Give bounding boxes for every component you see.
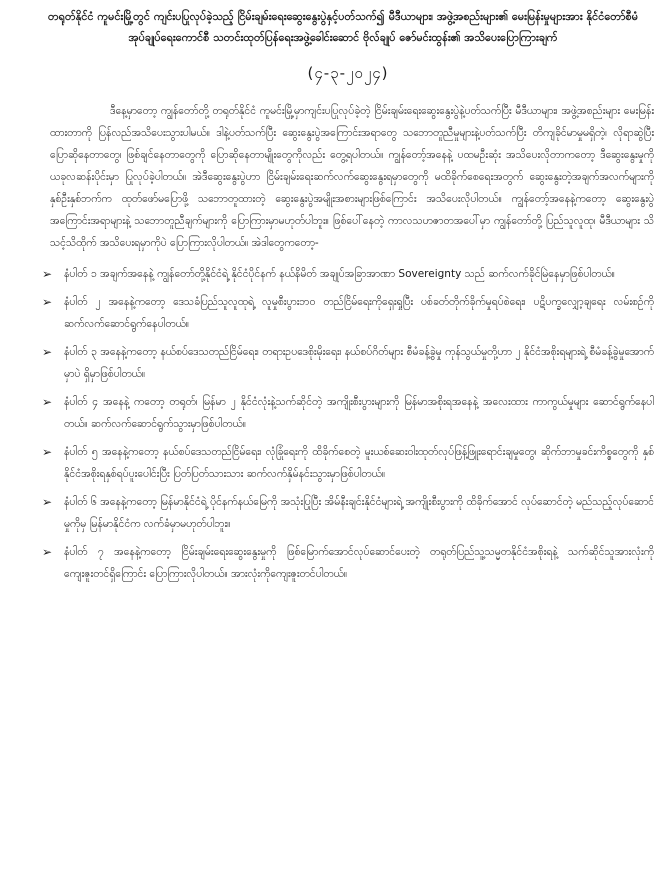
point-item-2 <box>42 291 654 335</box>
point-text: နံပါတ် ၆ အနေနဲ့ကတော့ မြန်မာနိုင်ငံရဲ့ ပိုင်နက်နယ်မြေကို အသုံးပြုပြီး အိမ်နီးချင်းနိုင်ငံများရဲ့ အကျိုးစီးပွားကို ထိခိုက်အောင် လုပ်ဆောင်တဲ့ မည်သည့်လုပ်ဆောင်မှုကိုမှ မြန်မာနိုင်ငံက လက်ခံမှာမဟုတ်ပါဘူး။ <box>64 496 654 530</box>
point-item-5 <box>42 441 654 485</box>
arrow-bullet-icon: ➢ <box>42 495 53 509</box>
point-item-1 <box>42 263 654 285</box>
arrow-bullet-icon: ➢ <box>42 295 53 309</box>
arrow-bullet-icon: ➢ <box>42 345 53 359</box>
document-title: တရုတ်နိုင်ငံ ကူမင်းမြို့တွင် ကျင်းပပြုလုပ်ခဲ့သည့် ငြိမ်းချမ်းရေးဆွေးနွေးပွဲနှင့်ပတ်သက်၍ မီဒီယာများ၊ အဖွဲ့အစည်းများ၏ မေးမြန်းမှုများအား နိုင်ငံတော်စီမံအုပ်ချုပ်ရေးကောင်စီ သတင်းထုတ်ပြန်ရေးအဖွဲ့ခေါင်းဆောင် ဗိုလ်ချုပ် ဇော်မင်းထွန်း၏ အသိပေးပြောကြားချက် <box>47 10 639 44</box>
point-text: နံပါတ် ၃ အနေနဲ့ကတော့ နယ်စပ်ဒေသတည်ငြိမ်ရေး၊ တရားဥပဒေစိုးမိုးရေး၊ နယ်စပ်ဂိတ်များ စီမံခန့်ခွဲမှု ကုန်သွယ်မှုတို့ဟာ ၂ နိုင်ငံအစိုးရများရဲ့ စီမံခန့်ခွဲမှုအောက်မှာပဲ ရှိမှာဖြစ်ပါတယ်။ <box>64 346 654 380</box>
point-item-6 <box>42 491 654 535</box>
arrow-bullet-icon: ➢ <box>42 267 53 281</box>
document-date: (၄-၃-၂၀၂၄) <box>307 64 389 82</box>
point-item-4 <box>42 391 654 435</box>
point-text: နံပါတ် ၄ အနေနဲ့ ကတော့ တရုတ်၊ မြန်မာ ၂ နိုင်ငံလုံးနဲ့သက်ဆိုင်တဲ့ အကျိုးစီးပွားများကို မြန်မာအစိုးရအနေနဲ့ အလေးထား ကာကွယ်မှုများ ဆောင်ရွက်နေပါတယ်။ ဆက်လက်ဆောင်ရွက်သွားမှာဖြစ်ပါတယ်။ <box>64 396 654 430</box>
points-list <box>42 263 654 585</box>
arrow-bullet-icon: ➢ <box>42 395 53 409</box>
point-text: နံပါတ် ၅ အနေနဲ့ကတော့ နယ်စပ်ဒေသတည်ငြိမ်ရေး၊ လုံခြုံရေးကို ထိခိုက်စေတဲ့ မူးယစ်ဆေးဝါးထုတ်လုပ်ဖြန့်ဖြူးရောင်းချမှုတွေ၊ ဆိုက်ဘာမှုခင်းကိစ္စတွေကို နှစ်နိုင်ငံအစိုးရနှစ်ရပ်ပူးပေါင်းပြီး ပြတ်ပြတ်သားသား ဆက်လက်နှိမ်နင်းသွားမှာဖြစ်ပါတယ်။ <box>64 446 654 480</box>
point-item-7 <box>42 541 654 585</box>
intro-paragraph: ဒီနေ့မှာတော့ ကျွန်တော်တို့ တရုတ်နိုင်ငံ ကူမင်းမြို့မှာကျင်းပပြုလုပ်ခဲ့တဲ့ ငြိမ်းချမ်းရေးဆွေးနွေးပွဲနဲ့ပတ်သက်ပြီး မီဒီယာများ၊ အဖွဲ့အစည်းများ မေးမြန်းထားတာကို ပြန်လည်အသိပေးသွားပါမယ်။ ဒါနဲ့ပတ်သက်ပြီး ဆွေးနွေးပွဲအကြောင်းအရာတွေ သဘောတူညီမှုများနဲ့ပတ်သက်ပြီး တိကျခိုင်မာမှုမရှိတဲ့၊ လိုရာဆွဲပြီး ပြောဆိုနေတာတွေ၊ ဖြစ်ချင်နေတာတွေကို ပြောဆိုနေတာမျိုးတွေကိုလည်း တွေ့ရပါတယ်။ ကျွန်တော့်အနေနဲ့ ပထမဦးဆုံး အသိပေးလိုတာကတော့ ဒီဆွေးနွေးမှုကို ယခုလဆန်းပိုင်းမှာ ပြုလုပ်ခဲ့ပါတယ်။ အဲဒီဆွေးနွေးပွဲဟာ ငြိမ်းချမ်းရေးဆက်လက်ဆွေးနွေးရမှာတွေကို မထိခိုက်စေရေးအတွက် ဆွေးနွေးတဲ့အချက်အလက်များကို နှစ်ဦးနှစ်ဘက်က ထုတ်ဖော်မပြောဖို့ သဘောတူထားတဲ့ ဆွေးနွေးပွဲအမျိုးအစားများဖြစ်ကြောင်း အသိပေးလိုပါတယ်။ ကျွန်တော့်အနေနဲ့ကတော့ ဆွေးနွေးပွဲအကြောင်းအရာများနဲ့ သဘောတူညီချက်များကို ပြောကြားမှာမဟုတ်ပါဘူး။ ဖြစ်ပေါ်နေတဲ့ ကာလသဟဇာတအပေါ်မှာ ကျွန်တော်တို့ ပြည်သူလူထု၊ မီဒီယာများ သိသင့်သိထိုက် အသိပေးရမှာကိုပဲ ပြောကြားလိုပါတယ်။ အဲဒါတွေကတော့- <box>50 105 654 249</box>
point-item-3 <box>42 341 654 385</box>
arrow-bullet-icon: ➢ <box>42 545 53 559</box>
point-text: နံပါတ် ၂ အနေနဲ့ကတော့ ဒေသခံပြည်သူလူထုရဲ့ လူမှုစီးပွားဘဝ တည်ငြိမ်ရေးကိုရှေးရှုပြီး ပစ်ခတ်တိုက်ခိုက်မှုရပ်စဲရေး၊ ပဋိပက္ခလျှော့ချရေး လမ်းစဉ်ကို ဆက်လက်ဆောင်ရွက်နေပါတယ်။ <box>64 296 654 330</box>
point-text: နံပါတ် ၇ အနေနဲ့ကတော့ ငြိမ်းချမ်းရေးဆွေးနွေးမှုကို ဖြစ်မြောက်အောင်လုပ်ဆောင်ပေးတဲ့ တရုတ်ပြည်သူ့သမ္မတနိုင်ငံအစိုးရနဲ့ သက်ဆိုင်သူအားလုံးကို ကျေးဇူးတင်ရှိကြောင်း ပြောကြားလိုပါတယ်။ အားလုံးကိုကျေးဇူးတင်ပါတယ်။ <box>64 546 654 580</box>
point-text: နံပါတ် ၁ အချက်အနေနဲ့ ကျွန်တော်တို့နိုင်ငံရဲ့ နိုင်ငံပိုင်နက် နယ်နိမိတ် အချုပ်အခြာအာဏာ Sovereignty သည် ဆက်လက်ခိုင်မြဲနေမှာဖြစ်ပါတယ်။ <box>64 268 615 280</box>
arrow-bullet-icon: ➢ <box>42 445 53 459</box>
